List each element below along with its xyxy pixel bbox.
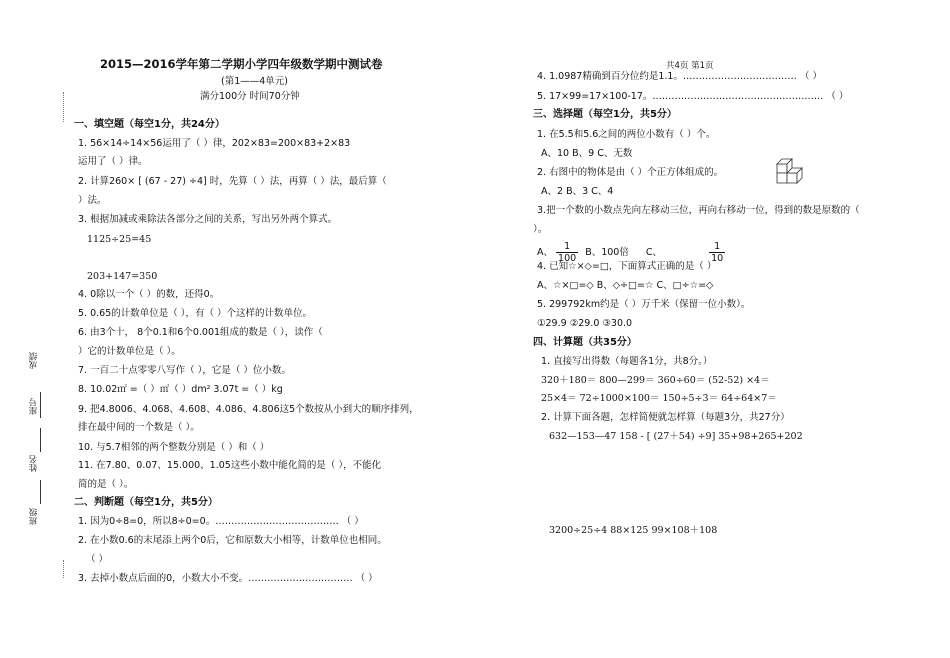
s3-q2-options: A、2 B、3 C、4 — [541, 186, 614, 197]
s3-q3-end: ）。 — [533, 224, 548, 235]
s3-q4: 4. 已知☆×◇=□，下面算式正确的是（ ） — [537, 261, 717, 272]
s2-line: 1. 因为0÷8=0，所以8÷0=0。………………………………… （ ） — [78, 516, 364, 527]
section3-title: 三、选择题（每空1分，共5分） — [533, 109, 677, 120]
option-a-label: A、 — [537, 247, 553, 258]
s2-line-right: 4. 1.0987精确到百分位约是1.1。……………………………… （ ） — [537, 71, 822, 82]
s3-q1-options: A、10 B、9 C、无数 — [541, 148, 633, 159]
s3-q5: 5. 299792km约是（ ）万千米（保留一位小数）。 — [537, 299, 751, 310]
fraction-one-tenth: $\frac{1}{10}$ — [711, 241, 724, 264]
s1-line: 运用了（ ）律。 — [78, 156, 148, 167]
s1-line: 11. 在7.80、0.07、15.000、1.05这些小数中能化简的是（ ），不能化 — [78, 460, 382, 471]
s1-line: 3. 根据加减或乘除法各部分之间的关系，写出另外两个算式。 — [78, 214, 338, 225]
s4-row3: 632—153—47 158 - [ (27＋54) ÷9] 35+98+265+202 — [549, 431, 803, 442]
s1-line: 4. 0除以一个（ ）的数，还得0。 — [78, 289, 220, 300]
s4-q1: 1. 直接写出得数（每题各1分，共8分。） — [541, 356, 713, 367]
s4-row4: 3200÷25÷4 88×125 99×108＋108 — [549, 525, 718, 536]
binding-dots-bottom — [63, 560, 67, 578]
s3-q3: 3.把一个数的小数点先向左移动三位，再向右移动一位，得到的数是原数的（ — [537, 205, 860, 216]
s1-line: 7. 一百二十点零零八写作（ ），它是（ ）位小数。 — [78, 365, 291, 376]
number-line — [40, 428, 41, 452]
s1-line: 5. 0.65的计数单位是（ ），有（ ）个这样的计数单位。 — [78, 308, 313, 319]
s2-line: 3. 去掉小数点后面的0，小数大小不变。…………………………… （ ） — [78, 573, 378, 584]
s3-q2: 2. 右图中的物体是由（ ）个正方体组成的。 — [537, 167, 724, 178]
s1-line: 9. 把4.8006、4.068、4.608、4.086、4.806这5个数按从小到大的顺序排列， — [78, 404, 419, 415]
name-label: 姓名 — [29, 455, 39, 472]
s1-line: ）它的计数单位是（ ）。 — [78, 346, 181, 357]
exam-subtitle: (第1——4单元) — [221, 76, 289, 87]
s3-q4-options: A、☆×□=◇ B、◇÷□=☆ C、□÷☆=◇ — [537, 280, 714, 291]
s4-row2: 25×4＝ 72÷1000×100＝ 150÷5÷3＝ 64÷64×7＝ — [541, 393, 777, 404]
s1-line: 2. 计算260× [ (67 - 27) ÷4] 时，先算（ ）法，再算（ ）法，最后算（ — [78, 176, 387, 187]
s1-line: 6. 由3个十， 8个0.1和6个0.001组成的数是（ ），读作（ — [78, 327, 323, 338]
page-info: 共4页 第1页 — [666, 61, 714, 71]
s3-q5-options: ①29.9 ②29.0 ③30.0 — [537, 318, 633, 329]
s1-line: 1. 56×14÷14×56运用了（ ）律，202×83=200×83+2×83 — [78, 138, 351, 149]
s3-q1: 1. 在5.5和5.6之间的两位小数有（ ）个。 — [537, 129, 716, 140]
s4-row1: 320＋180＝ 800—299＝ 360÷60＝ (52-52) ×4＝ — [541, 375, 770, 386]
option-b: B、100倍 — [585, 247, 629, 258]
score-label: 成绩 — [29, 352, 39, 369]
section1-title: 一、填空题（每空1分，共24分） — [74, 119, 225, 130]
s1-line: ）法。 — [78, 195, 107, 206]
s2-line: 2. 在小数0.6的末尾添上两个0后，它和原数大小相等，计数单位也相同。 — [78, 535, 387, 546]
s1-line: 10. 与5.7相邻的两个整数分别是（ ）和（ ） — [78, 442, 270, 453]
section2-title: 二、判断题（每空1分，共5分） — [74, 497, 218, 508]
s1-equation: 1125÷25=45 — [87, 234, 152, 245]
fraction-one-hundredth: $\frac{1}{100}$ — [558, 241, 577, 264]
option-c-label: C、 — [645, 247, 663, 258]
binding-dots-top — [63, 92, 67, 122]
cube-stack-icon — [775, 156, 809, 186]
s2-line: （ ） — [86, 554, 109, 565]
name-line — [40, 480, 41, 504]
s1-line: 排在最中间的一个数是（ ）。 — [78, 422, 200, 433]
number-label: 座号 — [29, 398, 39, 415]
exam-info: 满分100分 时间70分钟 — [200, 91, 300, 102]
exam-title: 2015—2016学年第二学期小学四年级数学期中测试卷 — [100, 57, 383, 71]
s4-q2: 2. 计算下面各题，怎样简便就怎样算（每题3分，共27分） — [541, 412, 790, 423]
s1-line: 8. 10.02㎡ =（ ）㎡（ ）dm² 3.07t =（ ）kg — [78, 384, 283, 395]
cube-figure — [775, 156, 809, 189]
section4-title: 四、计算题（共35分） — [533, 337, 637, 348]
s2-line-right: 5. 17×99=17×100-17。……………………………………………… （ ） — [537, 91, 849, 102]
s1-equation: 203+147=350 — [87, 271, 158, 282]
class-label: 班级 — [29, 508, 39, 525]
s1-line: 简的是（ ）。 — [78, 479, 134, 490]
